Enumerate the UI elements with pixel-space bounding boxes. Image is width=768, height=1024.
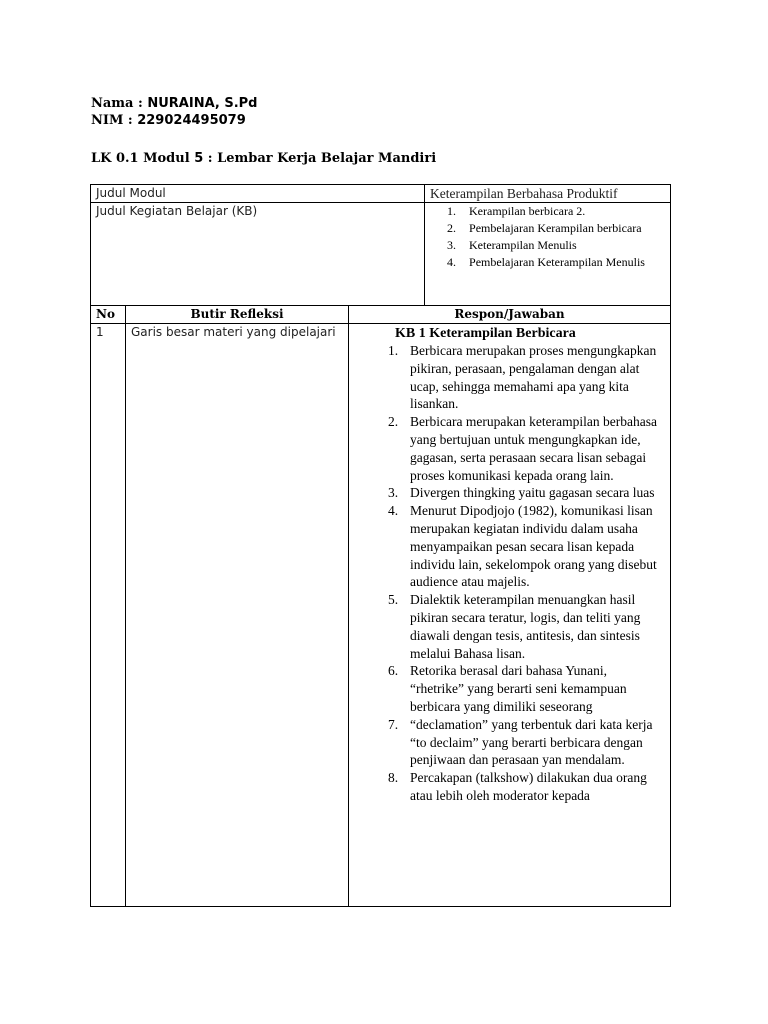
title-suffix: : Lembar Kerja Belajar Mandiri: [203, 151, 437, 166]
list-item-number: 3.: [388, 485, 399, 501]
nim-label: NIM :: [91, 113, 138, 128]
name-line: [91, 95, 257, 112]
module-title-value: Keterampilan Berbahasa Produktif: [425, 185, 671, 203]
list-item-text: Divergen thingking yaitu gagasan secara luas: [410, 485, 655, 501]
respon-list: [388, 342, 664, 805]
list-item-text: Berbicara merupakan keterampilan berbahasa yang bertujuan untuk mengungkapkan ide, gagasan, serta perasaan secara lisan sebagai proses komunikasi kepada orang lain.: [410, 414, 657, 483]
list-item: [388, 502, 664, 591]
list-item-number: 2.: [447, 221, 457, 235]
respon-heading: KB 1 Keterampilan Berbicara: [395, 326, 576, 341]
list-item: [388, 662, 664, 715]
title-number: 5: [194, 151, 204, 166]
list-item-text: Menurut Dipodjojo (1982), komunikasi lisan merupakan kegiatan individu dalam usaha menyampaikan pesan secara lisan kepada individu lain, sekelompok orang yang disebut audience atau majelis.: [410, 503, 657, 590]
list-item: [388, 484, 664, 502]
list-item: [447, 203, 665, 220]
name-value: NURAINA, S.Pd: [147, 96, 258, 111]
kb-label: Judul Kegiatan Belajar (KB): [91, 203, 425, 306]
list-item-text: Percakapan (talkshow) dilakukan dua orang atau lebih oleh moderator kepada: [410, 770, 647, 803]
row-respon: [349, 324, 671, 907]
column-header-row: [91, 306, 671, 324]
list-item: [447, 254, 665, 271]
list-item-number: 6.: [388, 663, 399, 679]
list-item-text: Keterampilan Menulis: [469, 238, 577, 252]
list-item: [388, 413, 664, 484]
row-butir: Garis besar materi yang dipelajari: [126, 324, 349, 907]
list-item: [388, 342, 664, 413]
nim-line: [91, 112, 246, 129]
list-item: [447, 237, 665, 254]
module-title-row: [91, 185, 671, 203]
list-item-number: 1.: [447, 204, 457, 218]
list-item-number: 4.: [447, 255, 457, 269]
list-item-text: Dialektik keterampilan menuangkan hasil pikiran secara teratur, logis, dan teliti yang diawali dengan tesis, antitesis, dan sintesis melalui Bahasa lisan.: [410, 592, 641, 661]
list-item-number: 8.: [388, 770, 399, 786]
col-header-butir: Butir Refleksi: [126, 306, 349, 324]
module-title-label: Judul Modul: [91, 185, 425, 203]
list-item-text: “declamation” yang terbentuk dari kata kerja “to declaim” yang berarti berbicara dengan penjiwaan dan perasaan yan mendalam.: [410, 716, 653, 768]
list-item-text: Pembelajaran Keterampilan Menulis: [469, 255, 645, 269]
row-number: 1: [91, 324, 126, 907]
list-item-number: 1.: [388, 343, 399, 358]
name-label: Nama :: [91, 96, 148, 111]
list-item: [447, 220, 665, 237]
kb-list: [447, 203, 665, 271]
list-item-text: Pembelajaran Kerampilan berbicara: [469, 221, 642, 235]
list-item-number: 2.: [388, 414, 399, 430]
col-header-respon: Respon/Jawaban: [349, 306, 671, 324]
reflection-row: [91, 324, 671, 907]
col-header-no: No: [91, 306, 126, 324]
nim-value: 229024495079: [137, 113, 246, 128]
list-item-number: 5.: [388, 592, 399, 608]
list-item: [388, 716, 664, 769]
worksheet-table: [90, 184, 671, 907]
title-prefix: LK 0.1 Modul: [91, 151, 195, 166]
list-item-number: 3.: [447, 238, 457, 252]
list-item-number: 4.: [388, 503, 399, 519]
worksheet-title: [91, 150, 436, 167]
list-item-text: Retorika berasal dari bahasa Yunani, “rhetrike” yang berarti seni kemampuan berbicara yang dimiliki seseorang: [410, 663, 627, 714]
kb-row: [91, 203, 671, 306]
list-item-text: Berbicara merupakan proses mengungkapkan pikiran, perasaan, pengalaman dengan alat ucap, sehingga memahami apa yang kita lisankan.: [410, 343, 657, 412]
list-item-number: 7.: [388, 716, 399, 732]
kb-list-cell: [425, 203, 671, 306]
list-item: [388, 591, 664, 662]
list-item: [388, 769, 664, 805]
list-item-text: Kerampilan berbicara 2.: [469, 204, 586, 218]
